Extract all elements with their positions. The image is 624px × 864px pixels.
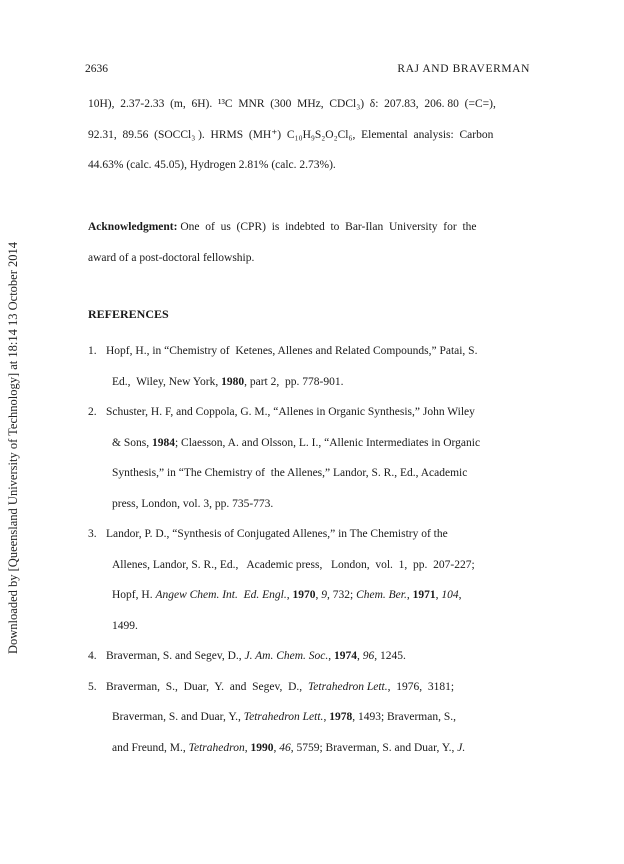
acknowledgment-paragraph bbox=[88, 212, 530, 273]
reference-line: 1499. bbox=[112, 619, 138, 632]
running-head: RAJ AND BRAVERMAN bbox=[397, 63, 530, 75]
download-watermark: Downloaded by [Queensland University of Technology] at 18:14 13 October 2014 bbox=[6, 242, 20, 654]
reference-line: Braverman, S. and Duar, Y., Tetrahedron Lett., 1978, 1493; Braverman, S., bbox=[112, 711, 456, 723]
reference-line: Ed., Wiley, New York, 1980, part 2, pp. 778-901. bbox=[112, 375, 344, 388]
references-list bbox=[88, 336, 530, 763]
reference-item-1: 1. Hopf, H., in “Chemistry of Ketenes, Allenes and Related Compounds,” Patai, S. bbox=[88, 345, 478, 357]
page-number: 2636 bbox=[85, 63, 108, 75]
reference-item-5: 5. Braverman, S., Duar, Y. and Segev, D., Tetrahedron Lett., 1976, 3181; bbox=[88, 680, 455, 693]
acknowledgment-label: Acknowledgment: bbox=[88, 221, 178, 233]
text-line: Acknowledgment: One of us (CPR) is indebted to Bar-Ilan University for the bbox=[88, 212, 530, 243]
text-line: 10H), 2.37-2.33 (m, 6H). ¹³C MNR (300 MHz, CDCl₃) δ: 207.83, 206. 80 (=C=), bbox=[88, 98, 496, 110]
reference-line: Allenes, Landor, S. R., Ed., Academic press, London, vol. 1, pp. 207-227; bbox=[112, 558, 475, 571]
reference-item-3: 3. Landor, P. D., “Synthesis of Conjugated Allenes,” in The Chemistry of the bbox=[88, 528, 448, 540]
reference-item-2: 2. Schuster, H. F, and Coppola, G. M., “Allenes in Organic Synthesis,” John Wiley bbox=[88, 406, 475, 418]
reference-line: Synthesis,” in “The Chemistry of the Allenes,” Landor, S. R., Ed., Academic bbox=[112, 467, 468, 479]
reference-line: Hopf, H. Angew Chem. Int. Ed. Engl., 1970, 9, 732; Chem. Ber., 1971, 104, bbox=[112, 589, 462, 601]
continued-paragraph bbox=[88, 89, 530, 181]
reference-line: & Sons, 1984; Claesson, A. and Olsson, L. I., “Allenic Intermediates in Organic bbox=[112, 436, 481, 449]
reference-line: and Freund, M., Tetrahedron, 1990, 46, 5759; Braverman, S. and Duar, Y., J. bbox=[112, 741, 466, 754]
text-line: award of a post-doctoral fellowship. bbox=[88, 251, 255, 264]
reference-item-4: 4. Braverman, S. and Segev, D., J. Am. Chem. Soc., 1974, 96, 1245. bbox=[88, 650, 406, 662]
text-line: 44.63% (calc. 45.05), Hydrogen 2.81% (calc. 2.73%). bbox=[88, 159, 336, 171]
text-line: 92.31, 89.56 (SOCCl₃ ). HRMS (MH⁺) C₁₀H₉S₂O₂Cl₆, Elemental analysis: Carbon bbox=[88, 128, 494, 141]
reference-line: press, London, vol. 3, pp. 735-773. bbox=[112, 497, 274, 510]
references-heading: REFERENCES bbox=[88, 307, 169, 321]
